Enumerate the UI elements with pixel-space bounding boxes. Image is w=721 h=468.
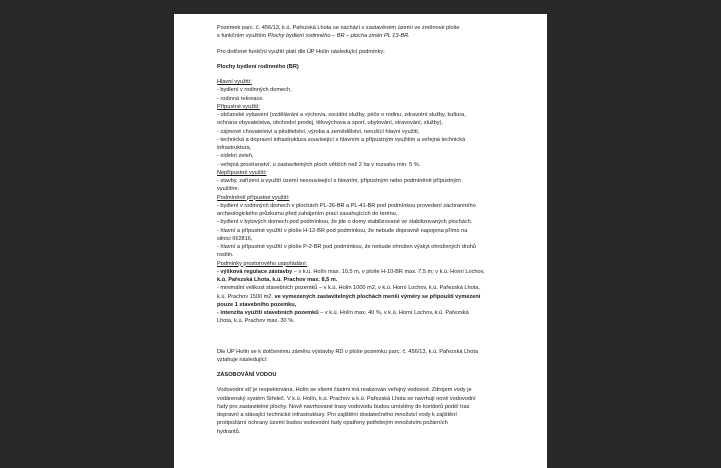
podminene-heading: Podmíněně přípustné využití: <box>217 194 290 201</box>
water-line: dopravní a stávající technické infrastruktury. Pro zajištění dostatečného množství vody k zajištění <box>217 412 457 418</box>
list-item: - hlavní a přípustné využití v ploše P-2-BR pod podmínkou, že nebude ohrožen výskyt ohrožených druhů <box>217 244 477 250</box>
prost-2-bold: ve vymezených zastavitelných plochách menší výměry se připouští vymezení <box>274 293 481 300</box>
prostorove-line-3: - minimální velikost stavebních pozemků – v k.ú. Holín 1000 m2, v k.ú. Horní Lochov, k.ú. Pařezská Lhota, <box>217 285 480 292</box>
water-line: řady pro zastavitelné plochy. Nově navrhované trasy vodovodu budou umístěny do koridorů podél tras <box>217 403 470 410</box>
list-item: - sídelní zeleň, <box>217 153 254 160</box>
list-item: - rodinná rekreace. <box>217 95 264 102</box>
outro-line-2: vztahuje následující: <box>217 356 268 363</box>
list-item: archeologického průzkumu před zahájením prací zasahujících do terénu, <box>217 211 398 217</box>
list-item: silnici III/2816, <box>217 235 253 242</box>
water-title: ZÁSOBOVÁNÍ VODOU <box>217 372 277 378</box>
prostorove-line-6 <box>217 309 521 317</box>
list-item: - bydlení v bytových domech pod podmínkou, že jde o domy stabilizované ve stabilizovaných plochách. <box>217 219 473 226</box>
prost-1-text: – v k.ú. Holín max. 10,5 m, v ploše H-10-BR max. 7,5 m; v k.ú. Horní Lochov, <box>292 268 485 275</box>
list-item: - zájmové chovatelství a pěstitelství, výroba a zemědělství, nerušící hlavní využití, <box>217 128 420 135</box>
outro-line-1: Dle ÚP Holín se k dotčenému záměru výstavby RD v ploše pozemku parc. č. 456/13, k.ú. Pařezská Lhota <box>217 348 479 355</box>
list-item: - technická a dopravní infrastruktura související s hlavním a přípustným využitím a veřejná technická <box>217 136 466 143</box>
prostorove-line-5: pouze 1 stavebního pozemku, <box>217 301 297 308</box>
prostorove-heading: Podmínky prostorového uspořádání: <box>217 260 308 267</box>
pripustne-heading: Přípustné využití: <box>217 103 260 110</box>
list-item: využitím. <box>217 186 240 193</box>
intro-line-2-text: s funkčním využitím <box>217 33 268 40</box>
document-page[interactable] <box>174 14 547 468</box>
list-item: - občanské vybavení (vzdělávání a výchova, sociální služby, péče o rodinu, zdravotní služby, kultura, <box>217 112 466 118</box>
list-item: rostlin. <box>217 252 234 259</box>
hlavni-heading: Hlavní využití: <box>217 79 252 85</box>
prostorove-line-7: Lhota, k.ú. Prachov max. 30 %. <box>217 318 295 325</box>
intro-line-1: Pozemek parc. č. 456/13, k.ú. Pařezská Lhota se nachází v zastavěném území ve změnové ploše <box>217 25 460 31</box>
water-line: hydrantů. <box>217 428 241 435</box>
prost-2-text: k.ú. Prachov 1500 m2, <box>217 293 275 300</box>
list-item: - stavby, zařízení a využití území nesouvisející s hlavním, přípustným nebo podmíněně přípustným <box>217 178 461 184</box>
prostorove-line-1 <box>217 268 521 276</box>
water-line: vodárenský systém Střeleč. V k.ú. Holín, k.ú. Prachov a k.ú. Pařezská Lhota se navrhují nové vodovodní <box>217 395 476 402</box>
section-title: Plochy bydlení rodinného (BR) <box>217 63 299 70</box>
prostorove-line-4 <box>217 293 521 301</box>
list-item: infrastruktura, <box>217 145 252 151</box>
nepripustne-heading: Nepřípustné využití: <box>217 169 267 176</box>
prost-3-text: – v k.ú. Holín max. 40 %, v k.ú. Horní Lochov, k.ú. Pařezská <box>318 310 469 316</box>
intro-line-2 <box>217 32 521 40</box>
list-item: - hlavní a přípustné využití v ploše H-12-BR pod podmínkou, že nebude dopravně napojena přímo na <box>217 227 468 234</box>
list-item: - bydlení v rodinných domech, <box>217 87 292 94</box>
list-item: ochrana obyvatelstva, obchodní prodej, tělovýchova a sport, ubytování, stravování, služby), <box>217 120 444 127</box>
prost-1-bold: - výšková regulace zástavby <box>217 268 293 275</box>
water-line: Vodovodní síť je respektována. Holín se všemi částmi má realizován veřejný vodovod. Zdrojem vody je <box>217 387 472 394</box>
prost-3-bold: - intenzita využití stavebních pozemků <box>217 310 319 316</box>
list-item: - bydlení v rodinných domech v plochách PL-36-BR a PL-41-BR pod podmínkou provedení záchranného <box>217 202 476 209</box>
intro-conditions: Pro dotčené funkční využití platí dle ÚP Holín následující podmínky: <box>217 48 385 55</box>
prostorove-line-2: k.ú. Pařezská Lhota, k.ú. Prachov max. 8,5 m. <box>217 277 338 283</box>
water-line: protipožární ochrany území budou vodovodní řady opatřeny potřebným množstvím požárních <box>217 420 448 427</box>
list-item: - veřejná prostranství; u zastavitelných ploch větších než 2 ha v rozsahu min. 5 %. <box>217 161 421 168</box>
intro-line-2-italic: Plochy bydlení rodinného – BR – plocha změn PL 13-BR. <box>267 33 410 40</box>
